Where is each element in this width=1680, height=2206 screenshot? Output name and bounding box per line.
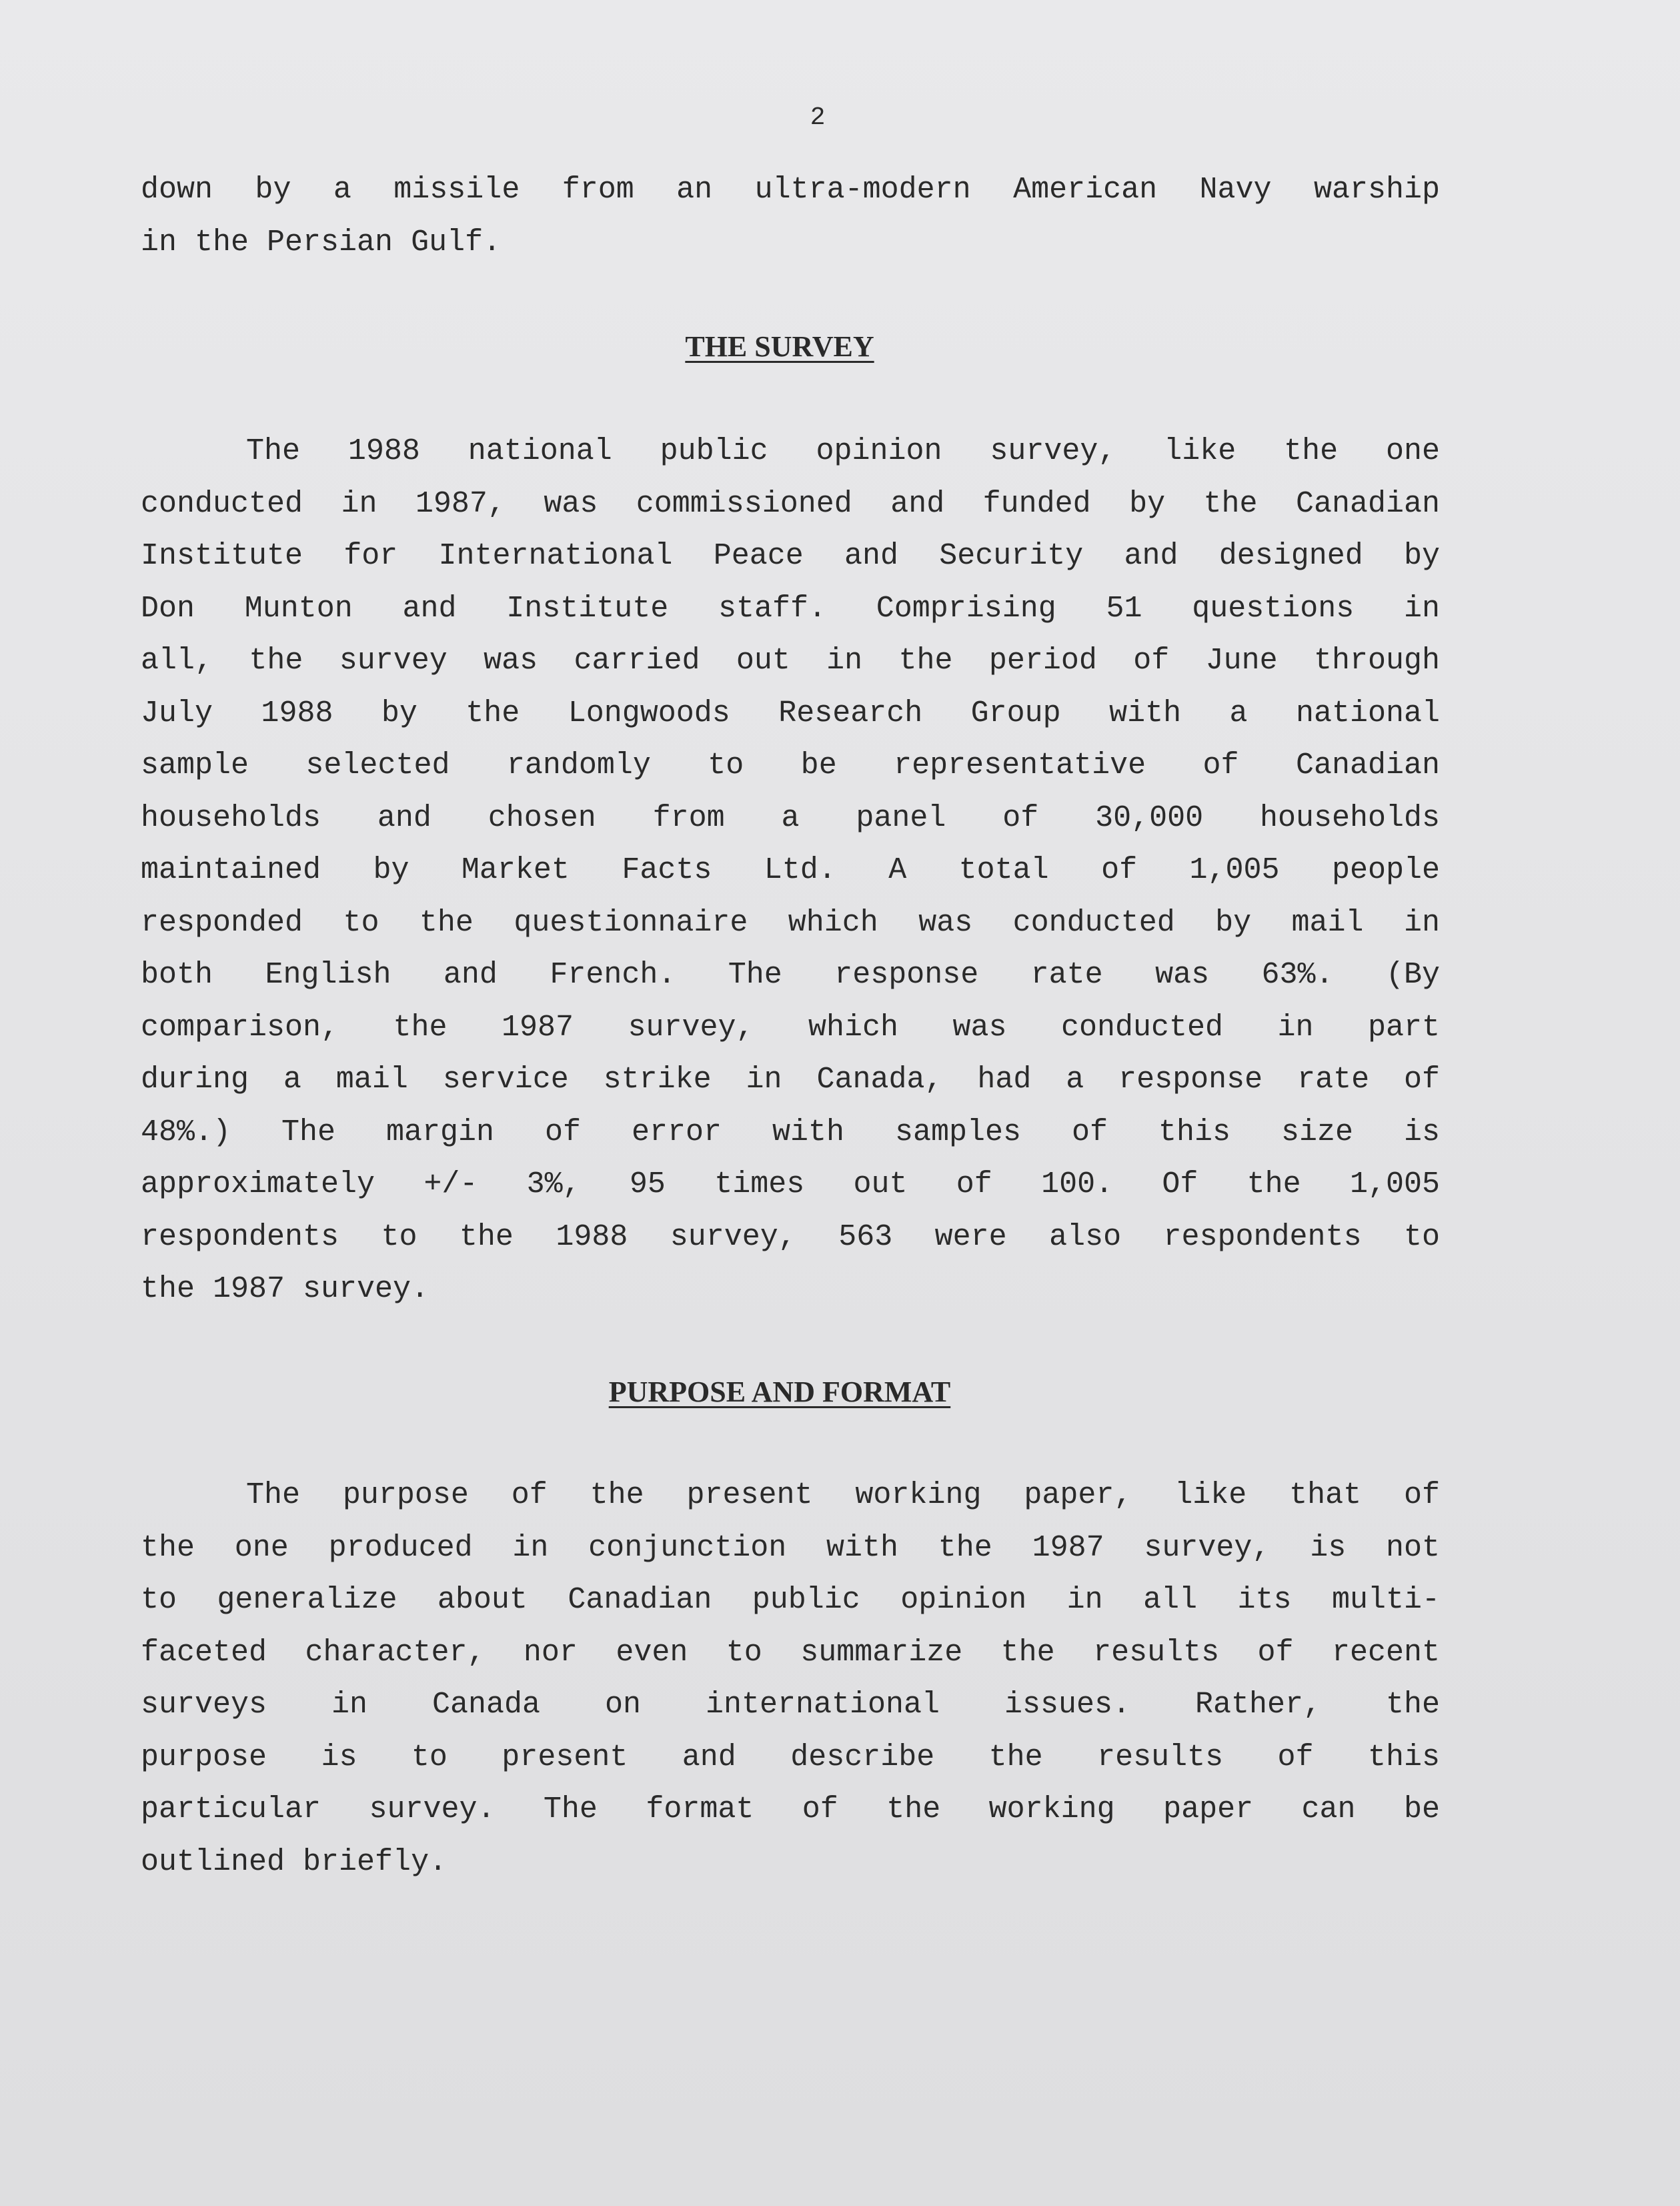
survey-paragraph (141, 426, 1440, 1316)
text-line: respondents to the 1988 survey, 563 were also respondents to (141, 1219, 1440, 1254)
text-line: Institute for International Peace and Security and designed by (141, 539, 1440, 573)
continuation-paragraph (141, 164, 1440, 269)
text-line: to generalize about Canadian public opinion in all its multi- (141, 1583, 1440, 1617)
text-line: 48%.) The margin of error with samples of this size is (141, 1115, 1440, 1149)
text-line: both English and French. The response rate was 63%. (By (141, 958, 1440, 992)
text-line: sample selected randomly to be representative of Canadian (141, 748, 1440, 782)
text-line-content: The purpose of the present working paper, like that of (246, 1478, 1440, 1512)
text-line: the one produced in conjunction with the 1987 survey, is not (141, 1530, 1440, 1565)
purpose-paragraph (141, 1470, 1440, 1888)
text-line: maintained by Market Facts Ltd. A total of 1,005 people (141, 853, 1440, 887)
page-number: 2 (810, 103, 826, 132)
text-line (141, 1470, 1440, 1522)
text-line: all, the survey was carried out in the period of June through (141, 644, 1440, 678)
section-heading-survey: THE SURVEY (685, 330, 874, 363)
text-line: comparison, the 1987 survey, which was conducted in part (141, 1010, 1440, 1045)
text-line: approximately +/- 3%, 95 times out of 100. Of the 1,005 (141, 1167, 1440, 1201)
text-line: responded to the questionnaire which was conducted by mail in (141, 905, 1440, 940)
text-line-content: The 1988 national public opinion survey, like the one (246, 434, 1440, 468)
text-line: July 1988 by the Longwoods Research Group with a national (141, 696, 1440, 730)
text-line (141, 426, 1440, 478)
text-line: in the Persian Gulf. (141, 225, 502, 259)
text-line: households and chosen from a panel of 30,000 households (141, 800, 1440, 835)
text-line: surveys in Canada on international issues. Rather, the (141, 1688, 1440, 1722)
text-line: particular survey. The format of the working paper can be (141, 1792, 1440, 1826)
text-line: down by a missile from an ultra-modern American Navy warship (141, 173, 1440, 207)
text-line: conducted in 1987, was commissioned and funded by the Canadian (141, 486, 1440, 521)
section-heading-purpose: PURPOSE AND FORMAT (608, 1375, 951, 1408)
text-line: faceted character, nor even to summarize the results of recent (141, 1635, 1440, 1670)
text-line: outlined briefly. (141, 1844, 448, 1879)
text-line: Don Munton and Institute staff. Comprising 51 questions in (141, 591, 1440, 626)
text-line: the 1987 survey. (141, 1272, 430, 1306)
text-line: purpose is to present and describe the results of this (141, 1740, 1440, 1774)
text-line: during a mail service strike in Canada, had a response rate of (141, 1063, 1440, 1097)
